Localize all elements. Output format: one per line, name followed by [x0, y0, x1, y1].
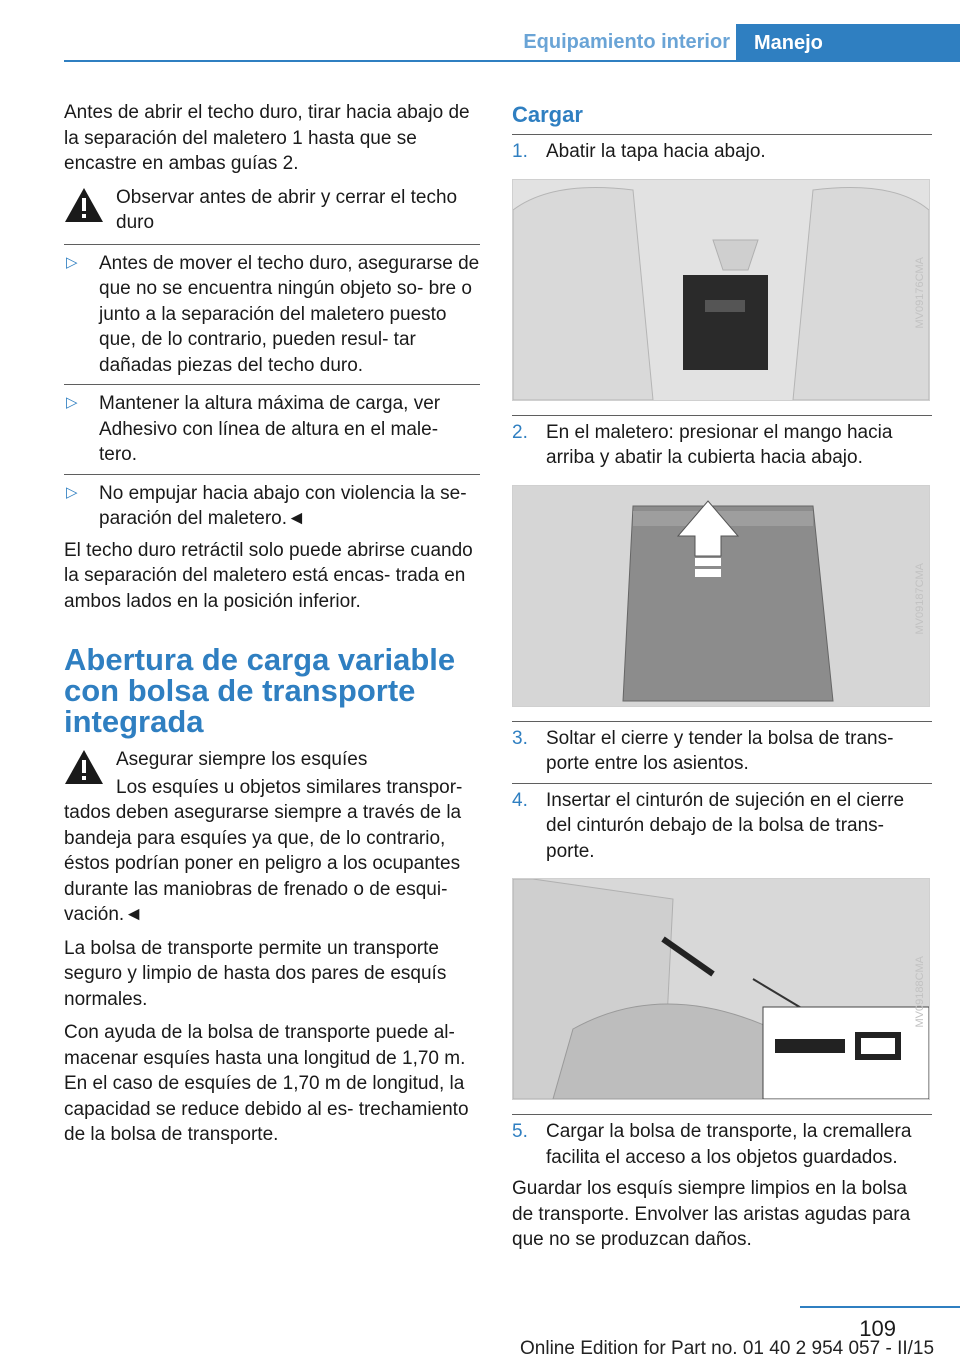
step-item: 5. Cargar la bolsa de transporte, la cremallera facilita el acceso a los objetos guardados. [512, 1114, 932, 1170]
edition-note: Online Edition for Part no. 01 40 2 954 057 - II/15 [520, 1338, 935, 1359]
warning-box [64, 185, 480, 236]
body-paragraph: Con ayuda de la bolsa de transporte puede al- macenar esquíes hasta una longitud de 1,70 m. En el caso de esquíes de 1,70 m de longitud, la capacidad se reduce debido al es- trechamiento de la bolsa de transporte. [64, 1022, 469, 1145]
body-paragraph: El techo duro retráctil solo puede abrirse cuando la separación del maletero está encas- trada en ambos lados en la posición inferior. [64, 539, 473, 612]
ski-bag-illustration [513, 879, 929, 1099]
steps-list [512, 721, 932, 865]
list-item: ▷ Mantener la altura máxima de carga, ver Adhesivo con línea de altura en el male- tero. [64, 384, 480, 468]
triangle-bullet-icon: ▷ [66, 394, 78, 411]
warning-triangle-icon [64, 187, 104, 223]
warning-text: Los esquíes u objetos similares transpor- tados deben asegurarse siempre a través de la bandeja para esquíes ya que, de lo contrario, éstos podrían poner en peligro a los ocupantes durante las maniobras de frenado o de esqui- vación.◄ [64, 776, 463, 925]
trunk-cover-photo [512, 485, 930, 707]
list-item: ▷ No empujar hacia abajo con violencia la se- paración del maletero.◄ [64, 474, 480, 532]
section-heading: Abertura de carga variable con bolsa de transporte integrada [64, 642, 456, 739]
header-rule [64, 60, 960, 62]
step-item: 2. En el maletero: presionar el mango hacia arriba y abatir la cubierta hacia abajo. [512, 415, 932, 471]
triangle-bullet-icon: ▷ [66, 253, 78, 271]
steps-list [512, 134, 932, 165]
body-paragraph: La bolsa de transporte permite un transporte seguro y limpio de hasta dos pares de esquís normales. [64, 937, 447, 1010]
page-number: 109 [859, 1316, 896, 1341]
intro-paragraph: Antes de abrir el techo duro, tirar hacia abajo de la separación del maletero 1 hasta que se encastre en ambas guías 2. [64, 102, 470, 174]
warning-text: Observar antes de abrir y cerrar el techo duro [116, 186, 458, 233]
steps-list [512, 415, 932, 471]
warning-box [64, 747, 480, 773]
image-code: MV09187CMA [914, 562, 927, 635]
step-item: 1. Abatir la tapa hacia abajo. [512, 134, 932, 165]
steps-list [512, 1114, 932, 1170]
warning-title: Asegurar siempre los esquíes [116, 749, 368, 770]
list-item: ▷ Antes de mover el techo duro, asegurarse de que no se encuentra ningún objeto so- bre o junto a la separación del maletero puesto que, de lo contrario, pueden resul- tar dañadas piezas del techo duro. [64, 244, 480, 379]
caution-list [64, 244, 480, 532]
header-chapter-tab: Manejo [736, 24, 960, 62]
seats-illustration [513, 180, 929, 400]
triangle-bullet-icon: ▷ [66, 483, 78, 501]
ski-bag-photo [512, 878, 930, 1100]
image-code: MV09176CMA [914, 256, 927, 329]
closing-paragraph: Guardar los esquís siempre limpios en la bolsa de transporte. Envolver las aristas agudas para que no se produzcan daños. [512, 1178, 911, 1250]
header-section-title: Equipamiento interior [523, 31, 730, 53]
image-code: MV09188CMA [914, 955, 927, 1028]
warning-triangle-icon [64, 749, 104, 785]
right-column [512, 100, 932, 1261]
cover-illustration [513, 486, 929, 706]
seat-backs-photo [512, 179, 930, 401]
footer-rule [800, 1306, 960, 1308]
step-item: 3. Soltar el cierre y tender la bolsa de trans- porte entre los asientos. [512, 721, 932, 777]
left-column [64, 100, 480, 1156]
step-item: 4. Insertar el cinturón de sujeción en el cierre del cinturón debajo de la bolsa de trans- porte. [512, 783, 932, 865]
subsection-heading: Cargar [512, 102, 583, 127]
